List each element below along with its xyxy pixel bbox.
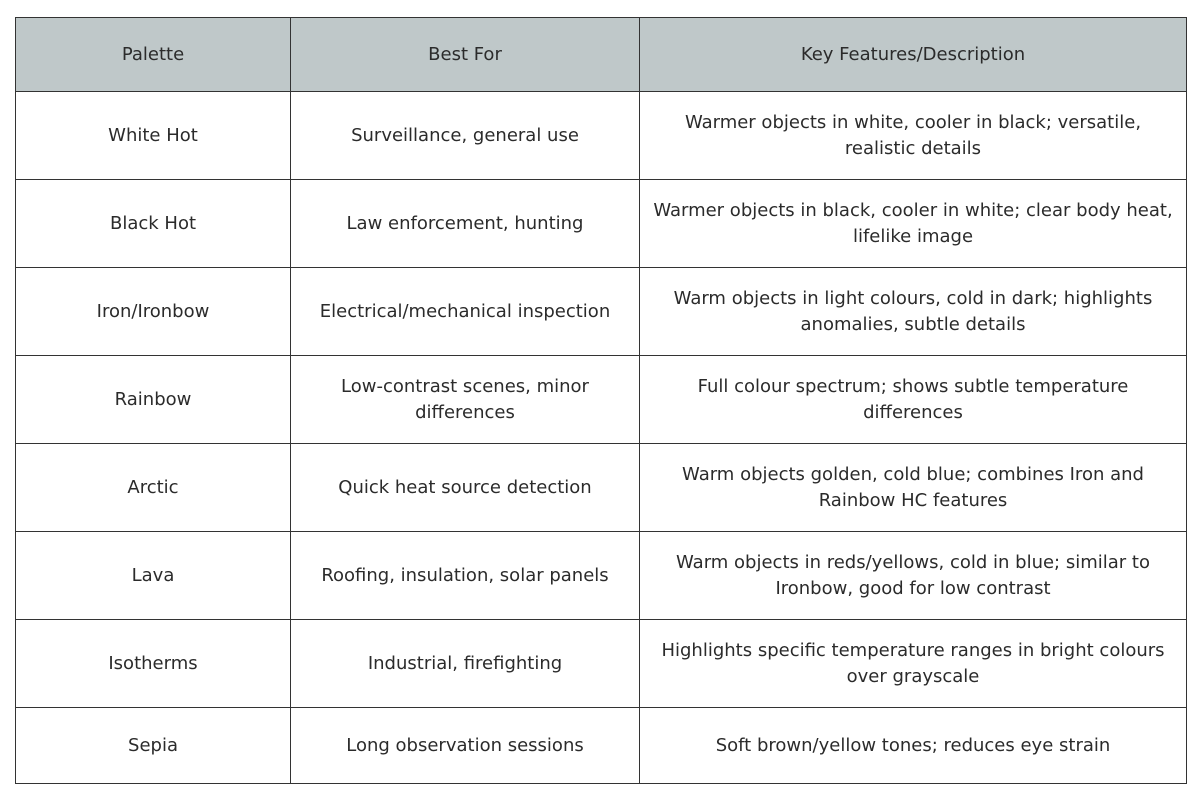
table-row [16,356,1187,444]
table-row [16,444,1187,532]
best-for-cell: Law enforcement, hunting [291,180,640,268]
table-row [16,532,1187,620]
best-for-cell: Surveillance, general use [291,92,640,180]
best-for-cell: Low-contrast scenes, minor differences [291,356,640,444]
description-cell: Warmer objects in white, cooler in black; versatile, realistic details [640,92,1187,180]
best-for-cell: Industrial, firefighting [291,620,640,708]
best-for-cell: Long observation sessions [291,708,640,784]
palette-cell: Sepia [16,708,291,784]
best-for-cell: Electrical/mechanical inspection [291,268,640,356]
table-header [16,18,1187,92]
description-cell: Warmer objects in black, cooler in white; clear body heat, lifelike image [640,180,1187,268]
table-row [16,180,1187,268]
palette-table-container [15,17,1186,784]
palette-cell: Lava [16,532,291,620]
description-cell: Full colour spectrum; shows subtle temperature differences [640,356,1187,444]
table-row [16,92,1187,180]
palette-cell: White Hot [16,92,291,180]
palette-cell: Iron/Ironbow [16,268,291,356]
table-body [16,92,1187,784]
description-cell: Warm objects in reds/yellows, cold in blue; similar to Ironbow, good for low contrast [640,532,1187,620]
description-cell: Soft brown/yellow tones; reduces eye strain [640,708,1187,784]
table-row [16,620,1187,708]
palette-cell: Isotherms [16,620,291,708]
best-for-cell: Quick heat source detection [291,444,640,532]
description-cell: Highlights specific temperature ranges in bright colours over grayscale [640,620,1187,708]
header-description: Key Features/Description [640,18,1187,92]
header-row [16,18,1187,92]
description-cell: Warm objects golden, cold blue; combines Iron and Rainbow HC features [640,444,1187,532]
table-row [16,708,1187,784]
description-cell: Warm objects in light colours, cold in dark; highlights anomalies, subtle details [640,268,1187,356]
header-palette: Palette [16,18,291,92]
palette-cell: Rainbow [16,356,291,444]
palette-table [15,17,1187,784]
table-row [16,268,1187,356]
best-for-cell: Roofing, insulation, solar panels [291,532,640,620]
palette-cell: Black Hot [16,180,291,268]
header-best-for: Best For [291,18,640,92]
palette-cell: Arctic [16,444,291,532]
